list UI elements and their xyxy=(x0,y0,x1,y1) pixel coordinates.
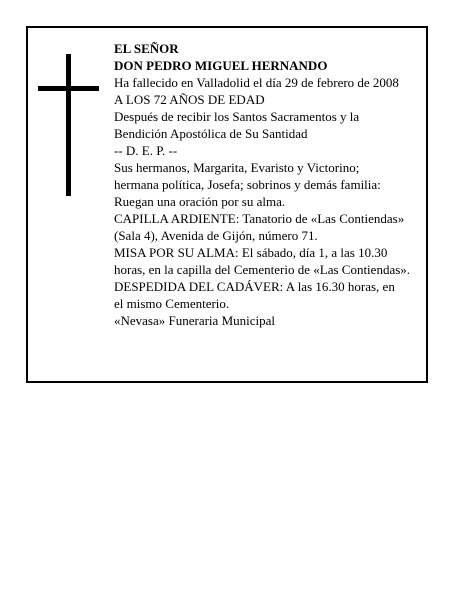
chapel-line-1: CAPILLA ARDIENTE: Tanatorio de «Las Contiendas» xyxy=(114,211,405,226)
cross-horizontal-bar xyxy=(38,86,99,91)
notice-text xyxy=(114,40,429,329)
farewell-line-2: el mismo Cementerio. xyxy=(114,296,230,311)
obituary-notice xyxy=(26,26,428,383)
deceased-name: DON PEDRO MIGUEL HERNANDO xyxy=(114,58,328,73)
rip-line: -- D. E. P. -- xyxy=(114,143,178,158)
age-line: A LOS 72 AÑOS DE EDAD xyxy=(114,92,265,107)
heading-title: EL SEÑOR xyxy=(114,41,179,56)
funeral-home-line: «Nevasa» Funeraria Municipal xyxy=(114,313,276,328)
farewell-line-1: DESPEDIDA DEL CADÁVER: A las 16.30 horas, en xyxy=(114,279,395,294)
death-announcement: Ha fallecido en Valladolid el día 29 de febrero de 2008 xyxy=(114,75,399,90)
family-line-2: hermana política, Josefa; sobrinos y demás familia: xyxy=(114,177,381,192)
sacraments-line-2: Bendición Apostólica de Su Santidad xyxy=(114,126,308,141)
family-line-1: Sus hermanos, Margarita, Evaristo y Victorino; xyxy=(114,160,360,175)
cross-vertical-bar xyxy=(66,54,71,196)
family-line-3: Ruegan una oración por su alma. xyxy=(114,194,286,209)
sacraments-line-1: Después de recibir los Santos Sacramentos y la xyxy=(114,109,360,124)
mass-line-1: MISA POR SU ALMA: El sábado, día 1, a las 10.30 xyxy=(114,245,388,260)
chapel-line-2: (Sala 4), Avenida de Gijón, número 71. xyxy=(114,228,318,243)
mass-line-2: horas, en la capilla del Cementerio de «Las Contiendas». xyxy=(114,262,411,277)
